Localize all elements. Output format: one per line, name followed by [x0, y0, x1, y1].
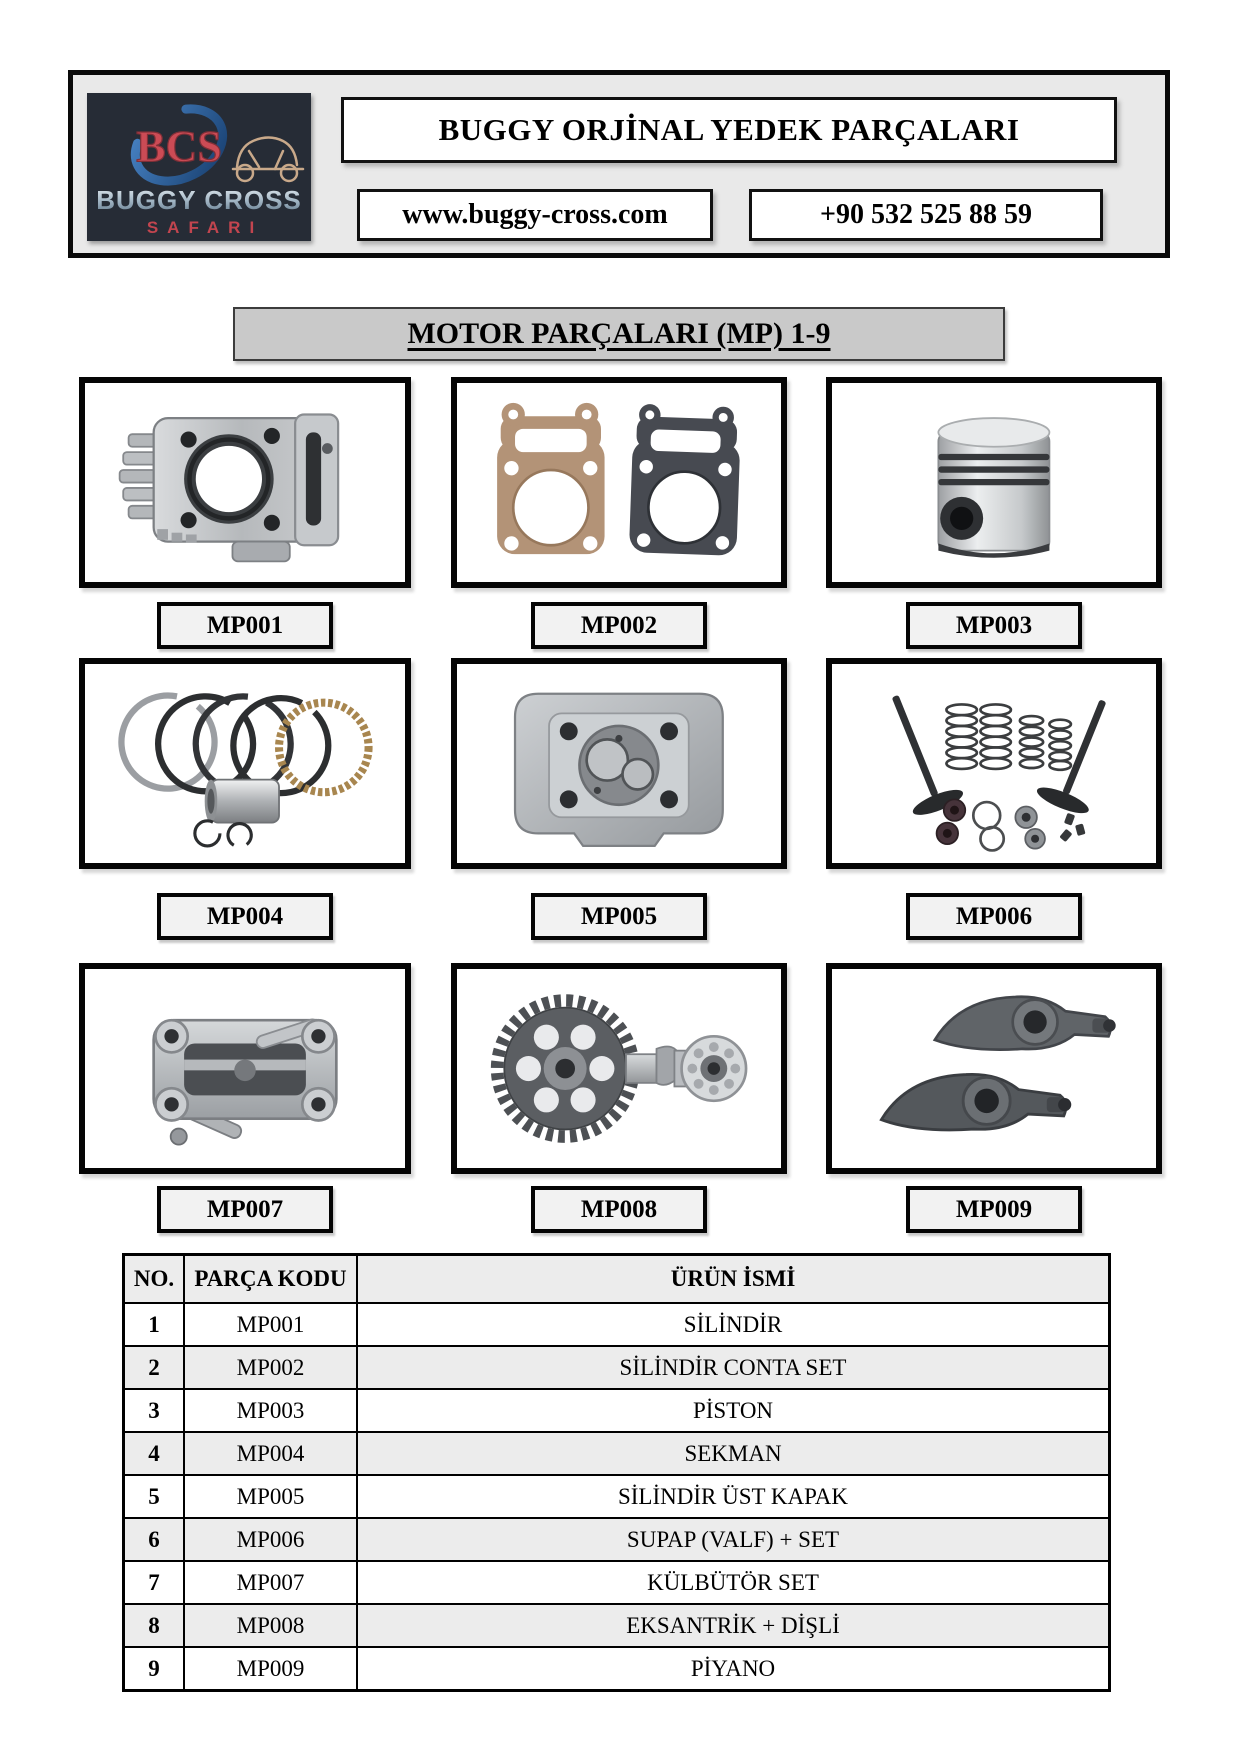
product-photo-frame-mp008 — [451, 963, 787, 1174]
row-no: 7 — [148, 1569, 160, 1595]
product-code-text: MP009 — [955, 1195, 1033, 1223]
brand-logo — [87, 93, 311, 241]
mp004-piston-ring-set-photo — [93, 674, 397, 853]
logo-line1-text: BUGGY CROSS — [96, 185, 302, 215]
mp008-camshaft-sprocket-photo — [465, 979, 773, 1158]
row-name: SEKMAN — [356, 1433, 1108, 1474]
row-name: SİLİNDİR — [356, 1304, 1108, 1345]
mp006-valve-set-photo — [840, 674, 1148, 853]
product-photo-frame-mp005 — [451, 658, 787, 869]
row-no: 5 — [148, 1483, 160, 1509]
row-name: PİYANO — [356, 1648, 1108, 1689]
row-name: SUPAP (VALF) + SET — [356, 1519, 1108, 1560]
row-code: MP007 — [183, 1562, 356, 1603]
product-code-label-mp008 — [531, 1186, 707, 1233]
product-code-text: MP008 — [580, 1195, 658, 1223]
row-code: MP002 — [183, 1347, 356, 1388]
row-name: PİSTON — [356, 1390, 1108, 1431]
product-code-label-mp006 — [906, 893, 1082, 940]
col-header-code: PARÇA KODU — [183, 1256, 356, 1302]
buggy-cross-safari-logo-image — [87, 93, 311, 241]
product-code-label-mp005 — [531, 893, 707, 940]
table-row — [125, 1388, 1108, 1431]
col-header-name: ÜRÜN İSMİ — [356, 1256, 1108, 1302]
row-name: KÜLBÜTÖR SET — [356, 1562, 1108, 1603]
table-row — [125, 1302, 1108, 1345]
product-code-label-mp001 — [157, 602, 333, 649]
mp001-cylinder-block-photo — [93, 393, 397, 572]
website-box — [357, 189, 713, 241]
table-header-row — [125, 1256, 1108, 1302]
mp002-gasket-set-photo — [465, 393, 773, 572]
table-row — [125, 1431, 1108, 1474]
product-code-text: MP007 — [206, 1195, 284, 1223]
product-photo-frame-mp007 — [79, 963, 411, 1174]
product-photo-frame-mp004 — [79, 658, 411, 869]
product-code-label-mp003 — [906, 602, 1082, 649]
product-code-label-mp004 — [157, 893, 333, 940]
mp009-rocker-arms-photo — [840, 979, 1148, 1158]
product-code-label-mp009 — [906, 1186, 1082, 1233]
row-code: MP006 — [183, 1519, 356, 1560]
product-code-text: MP005 — [580, 902, 658, 930]
row-code: MP008 — [183, 1605, 356, 1646]
website-text: www.buggy-cross.com — [402, 199, 668, 230]
table-row — [125, 1646, 1108, 1689]
mp005-cylinder-head-photo — [465, 674, 773, 853]
table-row — [125, 1345, 1108, 1388]
product-photo-frame-mp009 — [826, 963, 1162, 1174]
logo-line2-text: SAFARI — [146, 218, 264, 237]
row-no: 1 — [148, 1311, 160, 1337]
mp007-rocker-arm-assembly-photo — [93, 979, 397, 1158]
table-row — [125, 1560, 1108, 1603]
section-title: MOTOR PARÇALARI (MP) 1-9 — [407, 317, 831, 350]
product-code-label-mp002 — [531, 602, 707, 649]
product-photo-frame-mp001 — [79, 377, 411, 588]
row-code: MP004 — [183, 1433, 356, 1474]
product-code-text: MP006 — [955, 902, 1033, 930]
product-photo-frame-mp003 — [826, 377, 1162, 588]
row-no: 2 — [148, 1354, 160, 1380]
product-photo-frame-mp002 — [451, 377, 787, 588]
row-code: MP003 — [183, 1390, 356, 1431]
mp003-piston-photo — [840, 393, 1148, 572]
phone-number: +90 532 525 88 59 — [820, 199, 1032, 230]
parts-table — [122, 1253, 1111, 1692]
product-code-text: MP004 — [206, 902, 284, 930]
row-code: MP009 — [183, 1648, 356, 1689]
logo-abbr-text: BCS — [136, 122, 222, 171]
product-code-label-mp007 — [157, 1186, 333, 1233]
row-no: 3 — [148, 1397, 160, 1423]
page-title: BUGGY ORJİNAL YEDEK PARÇALARI — [438, 112, 1020, 147]
product-code-text: MP003 — [955, 611, 1033, 639]
phone-box — [749, 189, 1103, 241]
product-code-text: MP002 — [580, 611, 658, 639]
col-header-no: NO. — [133, 1266, 175, 1291]
page-title-box — [341, 97, 1117, 163]
table-row — [125, 1517, 1108, 1560]
header-panel — [68, 70, 1170, 258]
row-no: 4 — [148, 1440, 160, 1466]
row-no: 8 — [148, 1612, 160, 1638]
row-code: MP005 — [183, 1476, 356, 1517]
section-title-bar — [233, 307, 1005, 361]
row-name: EKSANTRİK + DİŞLİ — [356, 1605, 1108, 1646]
row-no: 6 — [148, 1526, 160, 1552]
product-photo-frame-mp006 — [826, 658, 1162, 869]
row-name: SİLİNDİR CONTA SET — [356, 1347, 1108, 1388]
table-row — [125, 1603, 1108, 1646]
product-code-text: MP001 — [206, 611, 284, 639]
row-name: SİLİNDİR ÜST KAPAK — [356, 1476, 1108, 1517]
row-no: 9 — [148, 1655, 160, 1681]
table-row — [125, 1474, 1108, 1517]
row-code: MP001 — [183, 1304, 356, 1345]
